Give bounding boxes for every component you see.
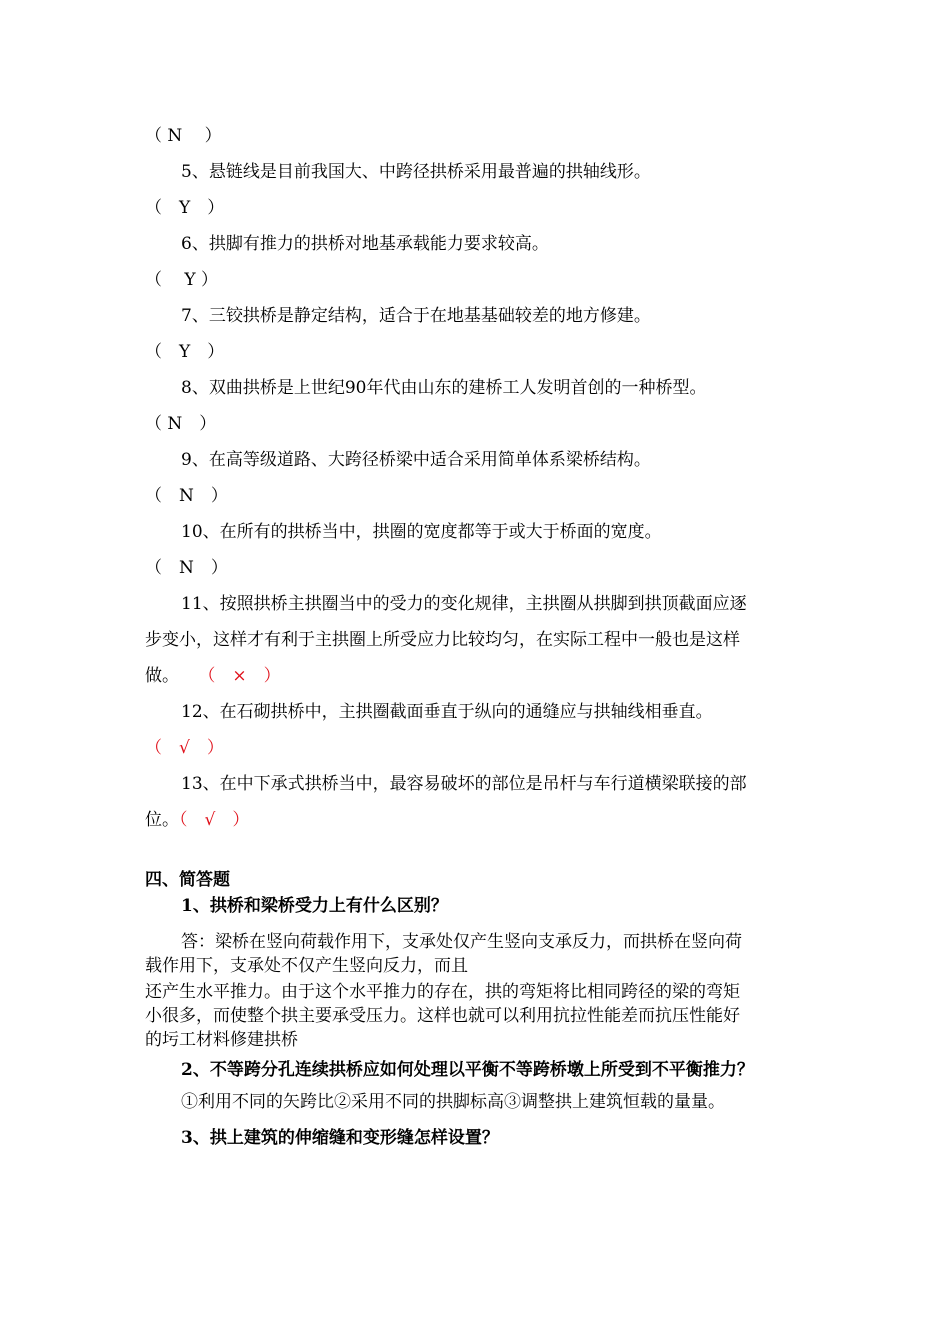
answer-10: （ N ） [145,558,228,578]
question-10: 10、在所有的拱桥当中，拱圈的宽度都等于或大于桥面的宽度。 [181,522,662,542]
section-title: 四、简答题 [145,870,230,890]
answer-4: （ N ） [145,126,222,146]
answer-7: （ Y ） [145,342,225,362]
short-question-2: 2、不等跨分孔连续拱桥应如何处理以平衡不等跨桥墩上所受到不平衡推力？ [181,1060,754,1080]
answer-13: （ √ ） [179,810,250,830]
answer-9: （ N ） [145,486,228,506]
answer-1-line5: 的圬工材料修建拱桥 [145,1030,298,1050]
short-question-1: 1、拱桥和梁桥受力上有什么区别？ [181,896,448,916]
answer-11: （ × ） [198,666,281,686]
question-5: 5、悬链线是目前我国大、中跨径拱桥采用最普遍的拱轴线形。 [181,162,651,182]
answer-5: （ Y ） [145,198,225,218]
question-7: 7、三铰拱桥是静定结构，适合于在地基基础较差的地方修建。 [181,306,651,326]
answer-1-line4: 小很多，而使整个拱主要承受压力。这样也就可以利用抗拉性能差而抗压性能好 [145,1006,740,1026]
answer-6: （ Y ） [145,270,219,290]
question-13-line2 [145,808,249,832]
answer-12: （ √ ） [145,738,224,758]
answer-1-line1: 答：梁桥在竖向荷载作用下，支承处仅产生竖向支承反力，而拱桥在竖向荷 [181,932,742,952]
question-11-line3 [145,664,281,688]
question-8: 8、双曲拱桥是上世纪90年代由山东的建桥工人发明首创的一种桥型。 [181,378,707,398]
question-6: 6、拱脚有推力的拱桥对地基承载能力要求较高。 [181,234,549,254]
question-12: 12、在石砌拱桥中，主拱圈截面垂直于纵向的通缝应与拱轴线相垂直。 [181,702,713,722]
question-13-line1: 13、在中下承式拱桥当中，最容易破坏的部位是吊杆与车行道横梁联接的部 [181,774,747,794]
answer-1-line2: 载作用下，支承处不仅产生竖向反力，而且 [145,956,468,976]
answer-2: ①利用不同的矢跨比②采用不同的拱脚标高③调整拱上建筑恒载的量量。 [181,1092,725,1112]
answer-1-line3: 还产生水平推力。由于这个水平推力的存在，拱的弯矩将比相同跨径的梁的弯矩 [145,982,740,1002]
question-11-line2: 步变小，这样才有利于主拱圈上所受应力比较均匀，在实际工程中一般也是这样 [145,630,740,650]
question-11-tail: 做。 [145,666,179,686]
question-9: 9、在高等级道路、大跨径桥梁中适合采用简单体系梁桥结构。 [181,450,651,470]
question-13-tail: 位。 [145,810,179,830]
question-11-line1: 11、按照拱桥主拱圈当中的受力的变化规律，主拱圈从拱脚到拱顶截面应逐 [181,594,747,614]
short-question-3: 3、拱上建筑的伸缩缝和变形缝怎样设置？ [181,1128,499,1148]
answer-8: （ N ） [145,414,217,434]
